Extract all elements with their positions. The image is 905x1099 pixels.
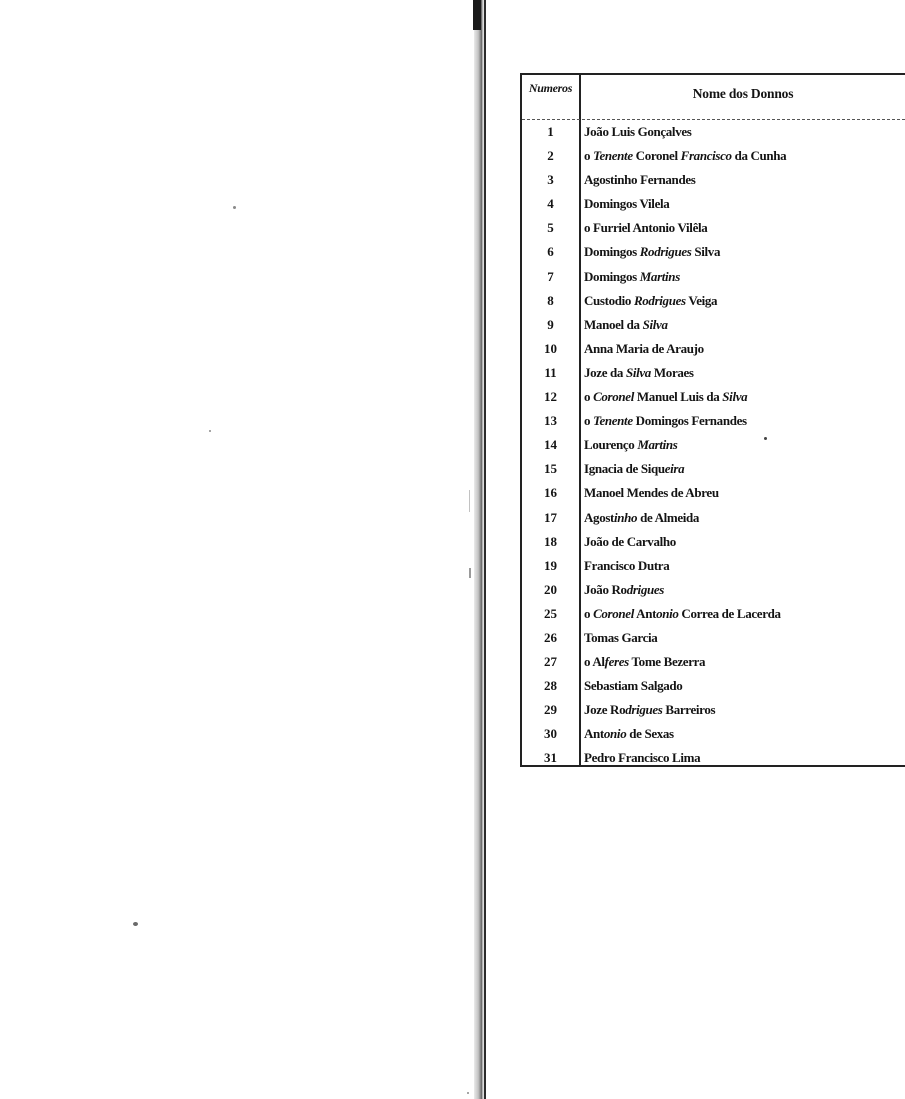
- owner-name-segment: Anna Maria de Araujo: [584, 340, 704, 356]
- row-number: 10: [544, 340, 557, 356]
- table-row: [520, 531, 905, 555]
- table-body: [520, 121, 905, 772]
- owner-name-segment: Ant: [584, 726, 604, 742]
- table-header-rule: [522, 119, 905, 120]
- owner-name-segment: o: [584, 389, 594, 405]
- scan-speck: [467, 1092, 469, 1094]
- owner-name-segment: Agostinho Fernandes: [584, 172, 696, 188]
- table-row: [520, 555, 905, 579]
- owner-name-segment: Domingos Vilela: [584, 196, 670, 212]
- table-row: [520, 266, 905, 290]
- owner-name: [584, 293, 717, 309]
- table-row: [520, 651, 905, 675]
- owner-name: [584, 726, 674, 742]
- column-header-owner-names: Nome dos Donnos: [692, 86, 794, 101]
- owner-name-segment: de Almeida: [637, 509, 700, 525]
- owner-name: [584, 654, 705, 670]
- row-number: 25: [544, 605, 557, 621]
- row-number: 20: [544, 581, 557, 597]
- owner-name-segment: onio: [603, 726, 627, 742]
- owner-name: [584, 437, 678, 453]
- owner-name: [584, 678, 682, 694]
- owner-name: [584, 124, 691, 140]
- table-row: [520, 579, 905, 603]
- row-number: 7: [547, 268, 554, 284]
- owner-name-segment: Pedro Francisco Lima: [584, 750, 701, 766]
- owner-name-segment: eira: [664, 461, 685, 477]
- table-row: [520, 603, 905, 627]
- row-number: 29: [544, 702, 557, 718]
- row-number: 27: [544, 654, 557, 670]
- table-row: [520, 675, 905, 699]
- row-number: 9: [547, 316, 554, 332]
- owner-name-segment: o: [584, 148, 594, 164]
- owner-name-segment: inho: [614, 509, 638, 525]
- owner-name: [584, 582, 664, 598]
- owner-name-segment: Manoel da: [584, 316, 643, 332]
- owner-name-segment: João Luis Gonçalves: [584, 124, 692, 139]
- owner-name: [584, 341, 704, 357]
- scan-speck: [133, 922, 138, 926]
- owner-name: [584, 750, 700, 766]
- margin-mark: [469, 568, 471, 578]
- table-row: [520, 410, 905, 434]
- owner-name: [584, 244, 720, 260]
- owner-name: [584, 172, 695, 188]
- owner-name-segment: Lourenço: [584, 437, 638, 453]
- table-row: [520, 121, 905, 145]
- owner-name-segment: Coronel: [632, 148, 681, 164]
- row-number: 26: [544, 629, 557, 645]
- owners-register-table: [520, 73, 905, 768]
- table-row: [520, 507, 905, 531]
- table-row: [520, 747, 905, 771]
- margin-mark: [469, 490, 470, 512]
- owner-name: [584, 510, 699, 526]
- owner-name-segment: Veiga: [685, 292, 718, 308]
- owner-name: [584, 413, 747, 429]
- owner-name-segment: Moraes: [650, 364, 694, 380]
- owner-name-segment: Rodrigues: [633, 292, 686, 308]
- owner-name-segment: Silva: [691, 244, 721, 260]
- owner-name-segment: o Al: [584, 654, 605, 670]
- table-row: [520, 434, 905, 458]
- table-row: [520, 482, 905, 506]
- scan-speck: [233, 206, 236, 209]
- table-row: [520, 386, 905, 410]
- owner-name-segment: Joze da: [584, 364, 626, 380]
- owner-name-segment: Silva: [642, 316, 668, 332]
- owner-name-segment: João de Carvalho: [584, 533, 676, 549]
- owner-name-segment: da Cunha: [731, 148, 787, 164]
- owner-name-segment: Domingos: [584, 244, 640, 260]
- owner-name: [584, 269, 680, 285]
- owner-name: [584, 485, 719, 501]
- owner-name-segment: Rodrigues: [639, 244, 692, 260]
- owner-name-segment: Coronel: [593, 389, 634, 405]
- table-row: [520, 217, 905, 241]
- owner-name: [584, 317, 668, 333]
- row-number: 2: [547, 148, 554, 164]
- owner-name: [584, 461, 684, 477]
- owner-name-segment: Joze Ro: [584, 702, 626, 718]
- owner-name-segment: drigues: [626, 581, 664, 597]
- owner-name-segment: onio: [656, 605, 679, 621]
- row-number: 13: [544, 413, 557, 429]
- row-number: 30: [544, 726, 557, 742]
- table-row: [520, 290, 905, 314]
- owner-name-segment: Tomas Garcia: [584, 629, 658, 645]
- row-number: 31: [544, 750, 557, 766]
- owner-name-segment: Custodio: [584, 292, 634, 308]
- owner-name: [584, 220, 707, 236]
- owner-name-segment: o Furriel Antonio Vilêla: [584, 220, 708, 236]
- row-number: 17: [544, 509, 557, 525]
- owner-name-segment: João Ro: [584, 581, 627, 597]
- owner-name-segment: Manoel Mendes de Abreu: [584, 485, 719, 501]
- table-row: [520, 193, 905, 217]
- owner-name: [584, 534, 676, 550]
- owner-name-segment: Agost: [584, 509, 615, 525]
- table-row: [520, 627, 905, 651]
- row-number: 5: [547, 220, 554, 236]
- table-row: [520, 362, 905, 386]
- owner-name-segment: Martins: [639, 268, 680, 284]
- book-gutter-top-shadow: [473, 0, 481, 30]
- row-number: 16: [544, 485, 557, 501]
- table-row: [520, 458, 905, 482]
- owner-name-segment: Manuel Luis da: [633, 389, 723, 405]
- owner-name-segment: Tenente: [593, 413, 633, 429]
- row-number: 3: [547, 172, 554, 188]
- owner-name-segment: drigues: [625, 702, 663, 718]
- owner-name-segment: Barreiros: [662, 702, 716, 718]
- row-number: 15: [544, 461, 557, 477]
- owner-name-segment: feres: [604, 654, 629, 670]
- owner-name-segment: Ant: [633, 605, 657, 621]
- row-number: 18: [544, 533, 557, 549]
- table-row: [520, 338, 905, 362]
- owner-name: [584, 365, 694, 381]
- owner-name-segment: Domingos: [584, 268, 640, 284]
- table-row: [520, 169, 905, 193]
- row-number: 28: [544, 678, 557, 694]
- row-number: 14: [544, 437, 557, 453]
- table-row: [520, 699, 905, 723]
- row-number: 11: [544, 364, 557, 380]
- row-number: 19: [544, 557, 557, 573]
- row-number: 6: [547, 244, 554, 260]
- owner-name-segment: Francisco: [680, 148, 732, 164]
- owner-name-segment: Tenente: [593, 148, 633, 164]
- owner-name-segment: de Sexas: [626, 726, 674, 742]
- owner-name: [584, 389, 747, 405]
- owner-name-segment: Silva: [722, 389, 748, 405]
- owner-name-segment: Ignacia de Siqu: [584, 461, 665, 477]
- row-number: 4: [547, 196, 554, 212]
- owner-name: [584, 196, 669, 212]
- table-row: [520, 145, 905, 169]
- owner-name-segment: Silva: [625, 364, 651, 380]
- owner-name: [584, 558, 669, 574]
- book-gutter-line: [484, 0, 486, 1099]
- table-row: [520, 723, 905, 747]
- scan-speck: [209, 430, 211, 432]
- owner-name-segment: Martins: [637, 437, 678, 453]
- row-number: 1: [547, 124, 554, 139]
- owner-name: [584, 702, 715, 718]
- owner-name-segment: Coronel: [593, 605, 634, 621]
- row-number: 8: [547, 292, 554, 308]
- owner-name: [584, 148, 786, 164]
- owner-name-segment: Francisco Dutra: [584, 557, 670, 573]
- owner-name-segment: Tome Bezerra: [628, 654, 706, 670]
- owner-name-segment: o: [584, 413, 594, 429]
- table-top-rule: [520, 73, 905, 75]
- column-header-numbers: Numeros: [528, 81, 573, 95]
- owner-name: [584, 630, 657, 646]
- table-row: [520, 241, 905, 265]
- owner-name-segment: Domingos Fernandes: [632, 413, 747, 429]
- owner-name-segment: Correa de Lacerda: [678, 605, 781, 621]
- owner-name: [584, 606, 781, 622]
- owner-name-segment: Sebastiam Salgado: [584, 678, 683, 694]
- table-row: [520, 314, 905, 338]
- owner-name-segment: o: [584, 605, 594, 621]
- row-number: 12: [544, 389, 557, 405]
